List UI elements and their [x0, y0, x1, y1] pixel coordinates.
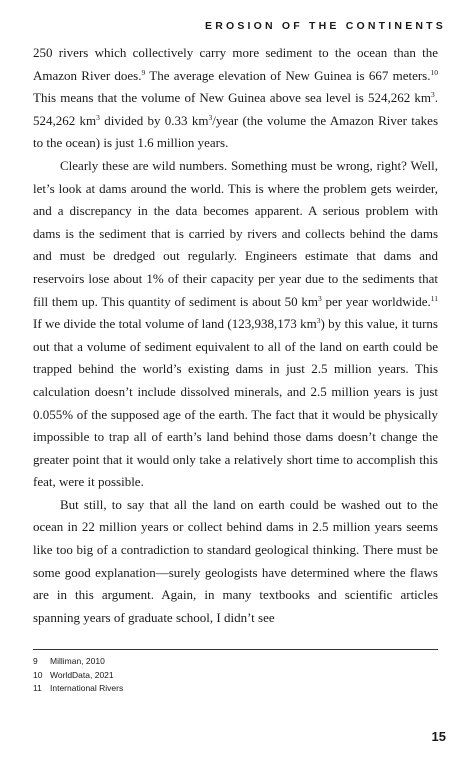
body-text	[33, 42, 438, 629]
footnote-divider	[33, 649, 438, 650]
footnote-9	[33, 655, 438, 669]
footnote-number: 11	[33, 683, 42, 693]
footnote-ref-10: 10	[430, 67, 438, 77]
text-run: This means that the volume of New Guinea above sea level is 524,262 km	[33, 90, 431, 106]
text-run: divided by 0.33 km	[99, 112, 209, 128]
paragraph-2	[33, 155, 438, 494]
text-run: If we divide the total volume of land (123,938,173 km	[33, 316, 317, 332]
cubic-superscript: 3	[208, 112, 213, 122]
footnote-text: WorldData, 2021	[50, 669, 114, 680]
text-run: /year (the volume the Amazon River takes to the ocean) is just 1.6 million years.	[33, 112, 439, 151]
paragraph-1	[33, 42, 438, 155]
footnote-11	[33, 682, 438, 696]
footnote-text: International Rivers	[50, 683, 124, 693]
text-run: Clearly these are wild numbers. Something must be wrong, right? Well, let’s look at dams around the world. This is where the problem gets weirder, and a discrepancy in the data becomes apparent. A serious problem with dams is the sediment that is carried by rivers and collects behind the dams and must be dredged out regularly. Engineers estimate that dams and reservoirs lose about 1% of their capacity per year due to the sediments that fill them up. This quantity of sediment is about 50 km	[33, 157, 438, 309]
text-run: . 524,262 km	[33, 90, 438, 128]
text-run: per year worldwide.	[321, 293, 431, 309]
cubic-superscript: 3	[318, 293, 322, 303]
text-run: The average elevation of New Guinea is 667 meters.	[145, 67, 431, 83]
cubic-superscript: 3	[316, 316, 321, 326]
footnote-number: 10	[33, 669, 43, 680]
page-number: 15	[431, 729, 446, 744]
paragraph-3: But still, to say that all the land on earth could be washed out to the ocean in 22 million years or collect behind dams in 2.5 million years seems like too big of a contradiction to standard geological thinking. There must be some good explanation—surely geologists have determined where the flaws are in this argument. Again, in many textbooks and scientific articles spanning years of graduate school, I didn’t see	[33, 496, 438, 625]
footnote-ref-11: 11	[430, 293, 438, 303]
cubic-superscript: 3	[96, 112, 100, 122]
cubic-superscript: 3	[431, 90, 435, 100]
text-run: ) by this value, it turns out that a volume of sediment equivalent to all of the land on earth could be trapped behind the world’s existing dams in just 2.5 million years. This calculation doesn’t include dissolved minerals, and 2.5 million years is just 0.055% of the supposed age of the earth. The fact that it would be physically impossible to trap all of earth’s land behind those dams doesn’t change the greater point that it would only take a relatively short time to accomplish this feat, were it possible.	[33, 316, 438, 490]
running-header: EROSION OF THE CONTINENTS	[204, 20, 446, 32]
footnote-text: Milliman, 2010	[50, 656, 105, 666]
footnote-number: 9	[33, 656, 38, 666]
footnote-ref-9: 9	[141, 67, 146, 77]
footnotes	[33, 655, 438, 696]
text-run: 250 rivers which collectively carry more sediment to the ocean than the Amazon River does.	[33, 45, 438, 83]
footnote-10	[33, 669, 438, 683]
